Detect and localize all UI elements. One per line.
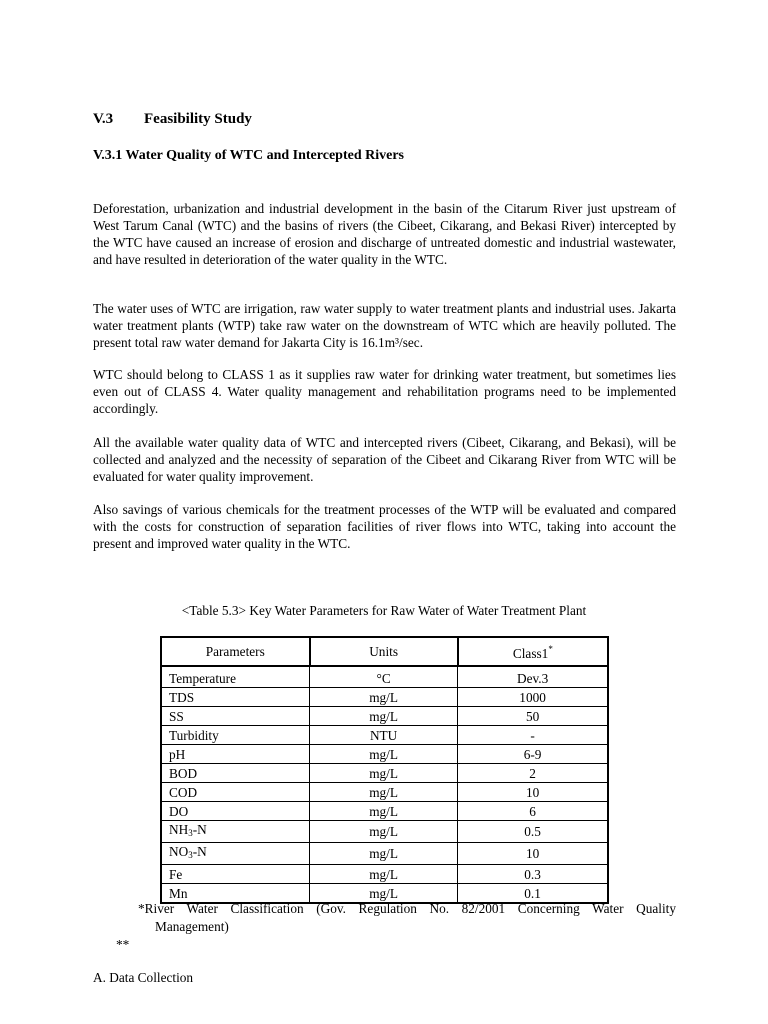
cell-parameter: COD	[161, 783, 310, 802]
header-class1-footnote-mark: *	[548, 644, 553, 654]
cell-unit: mg/L	[310, 865, 458, 884]
table-row	[161, 783, 608, 802]
cell-parameter: Mn	[161, 884, 310, 904]
section-number: V.3	[93, 111, 114, 127]
water-parameters-table	[160, 636, 609, 904]
cell-class1-value: Dev.3	[458, 666, 608, 688]
cell-parameter: pH	[161, 745, 310, 764]
cell-unit: mg/L	[310, 884, 458, 904]
table-header-row	[161, 637, 608, 666]
paragraph-4: All the available water quality data of WTC and intercepted rivers (Cibeet, Cikarang, and Bekasi), will be collected and analyzed and the necessity of separation of the Cibeet and Cikarang River from WTC will be evaluated for water quality improvement.	[93, 435, 676, 484]
cell-parameter-tail: -N	[192, 844, 207, 859]
cell-parameter	[161, 821, 310, 843]
cell-unit: °C	[310, 666, 458, 688]
cell-class1-value: 6	[458, 802, 608, 821]
paragraph-2: The water uses of WTC are irrigation, raw water supply to water treatment plants and industrial uses. Jakarta water treatment plants (WTP) take raw water on the downstream of WTC which are heavily polluted. The present total raw water demand for Jakarta City is 16.1m³/sec.	[93, 301, 676, 350]
cell-parameter: SS	[161, 707, 310, 726]
cell-class1-value: -	[458, 726, 608, 745]
paragraph-3: WTC should belong to CLASS 1 as it supplies raw water for drinking water treatment, but sometimes lies even out of CLASS 4. Water quality management and rehabilitation programs need to be implemented accordingly.	[93, 367, 676, 416]
table-row	[161, 707, 608, 726]
cell-parameter: BOD	[161, 764, 310, 783]
cell-unit: mg/L	[310, 843, 458, 865]
cell-parameter-subscript: 3	[188, 850, 193, 860]
cell-parameter-subscript: 3	[188, 828, 193, 838]
cell-parameter: Fe	[161, 865, 310, 884]
table-row	[161, 764, 608, 783]
paragraph-1: Deforestation, urbanization and industrial development in the basin of the Citarum River just upstream of West Tarum Canal (WTC) and the basins of rivers (the Cibeet, Cikarang, and Bekasi River) intercepted by the WTC have caused an increase of erosion and discharge of untreated domestic and industrial wastewater, and have resulted in deterioration of the water quality in the WTC.	[93, 201, 676, 267]
cell-class1-value: 50	[458, 707, 608, 726]
subsection-heading: V.3.1 Water Quality of WTC and Intercepted Rivers	[93, 148, 404, 163]
paragraph-5: Also savings of various chemicals for the treatment processes of the WTP will be evaluated and compared with the costs for construction of separation facilities of river flows into WTC, taking into account the present and improved water quality in the WTC.	[93, 502, 676, 551]
cell-unit: mg/L	[310, 821, 458, 843]
cell-unit: mg/L	[310, 745, 458, 764]
cell-parameter-main: NO	[169, 844, 189, 859]
table-row	[161, 821, 608, 843]
header-class1	[458, 637, 608, 666]
cell-unit: mg/L	[310, 707, 458, 726]
cell-class1-value: 0.5	[458, 821, 608, 843]
cell-unit: NTU	[310, 726, 458, 745]
header-class1-label: Class1	[512, 646, 549, 661]
section-heading	[93, 111, 252, 128]
cell-class1-value: 1000	[458, 688, 608, 707]
table-row	[161, 688, 608, 707]
cell-parameter: Temperature	[161, 666, 310, 688]
table-row	[161, 666, 608, 688]
cell-parameter	[161, 843, 310, 865]
header-units: Units	[310, 637, 458, 666]
cell-class1-value: 0.1	[458, 884, 608, 904]
footnote-classification: *River Water Classification (Gov. Regulation No. 82/2001 Concerning Water Quality	[138, 901, 676, 916]
cell-unit: mg/L	[310, 688, 458, 707]
cell-parameter: TDS	[161, 688, 310, 707]
cell-class1-value: 10	[458, 783, 608, 802]
table-row	[161, 843, 608, 865]
cell-unit: mg/L	[310, 802, 458, 821]
cell-class1-value: 0.3	[458, 865, 608, 884]
table-row	[161, 802, 608, 821]
table-row	[161, 745, 608, 764]
cell-parameter-main: NH	[169, 822, 189, 837]
section-title: Feasibility Study	[144, 111, 252, 127]
footnote-double-star: **	[116, 937, 130, 952]
table-row	[161, 726, 608, 745]
cell-parameter-tail: -N	[192, 822, 207, 837]
cell-class1-value: 6-9	[458, 745, 608, 764]
cell-parameter: DO	[161, 802, 310, 821]
header-parameters: Parameters	[161, 637, 310, 666]
footnote-classification-cont: Management)	[155, 919, 229, 934]
cell-class1-value: 10	[458, 843, 608, 865]
cell-parameter: Turbidity	[161, 726, 310, 745]
cell-class1-value: 2	[458, 764, 608, 783]
cell-unit: mg/L	[310, 764, 458, 783]
next-section-heading: A. Data Collection	[93, 970, 194, 985]
table-row	[161, 865, 608, 884]
cell-unit: mg/L	[310, 783, 458, 802]
table-caption: <Table 5.3> Key Water Parameters for Raw Water of Water Treatment Plant	[181, 603, 587, 618]
